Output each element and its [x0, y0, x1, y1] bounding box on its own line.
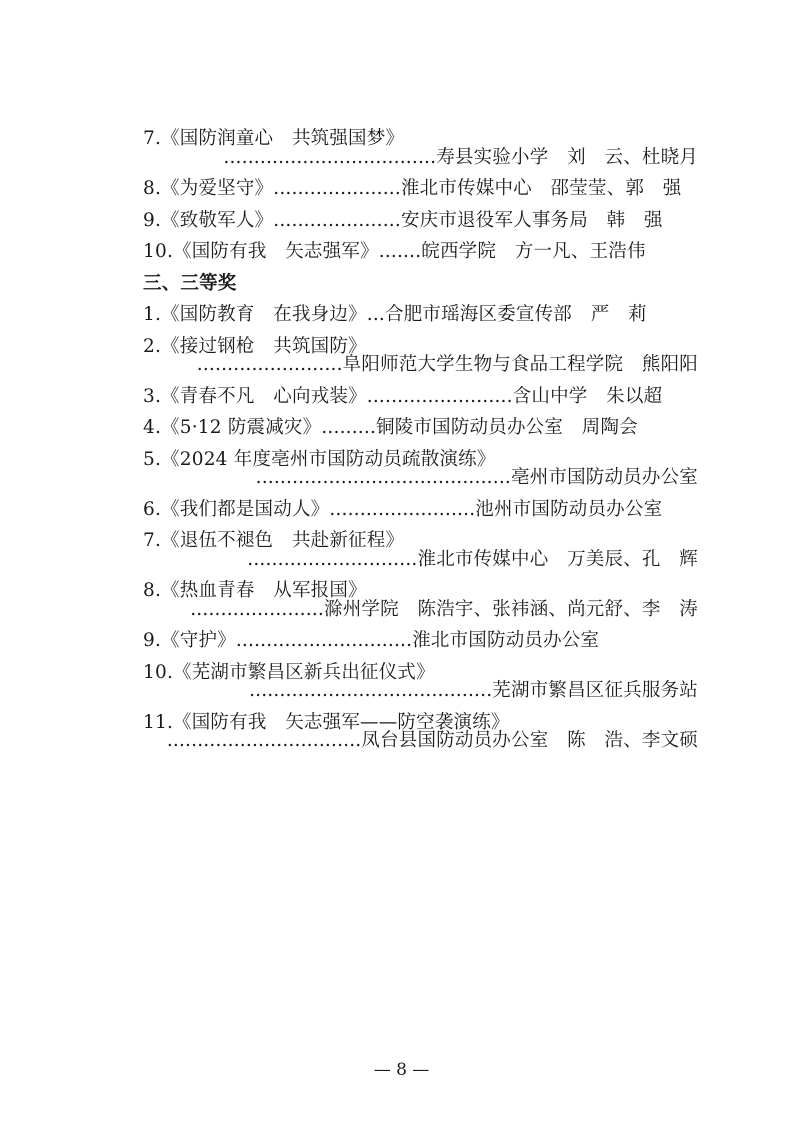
entry-line: 7.《国防润童心 共筑强国梦》	[143, 128, 405, 149]
entry-line: 3.《青春不凡 心向戎装》........................含山中学 朱以超	[143, 385, 663, 407]
list-item	[143, 335, 698, 375]
entry-line: 5.《2024 年度亳州市国防动员疏散演练》	[143, 448, 496, 470]
list-item	[143, 419, 698, 438]
entry-line-continuation: ................................凤台县国防动员办公室 陈 浩、李文硕	[166, 730, 698, 751]
entry-line: 8.《为爱坚守》.....................淮北市传媒中心 邵莹莹、郭 强	[143, 178, 682, 199]
list-item	[143, 306, 698, 325]
entry-line-continuation: ...................................寿县实验小学 刘 云、杜晓月	[223, 146, 698, 168]
entry-line: 7.《退伍不褪色 共赴新征程》	[143, 530, 405, 551]
entry-line-continuation: ........................................芜湖市繁昌区征兵服务站	[249, 680, 698, 701]
section-heading: 三、三等奖	[143, 272, 237, 294]
entry-line: 10.《国防有我 矢志强军》.......皖西学院 方一凡、王浩伟	[143, 241, 646, 262]
entry-line-continuation: ............................淮北市传媒中心 万美辰、孔 辉	[247, 548, 698, 570]
list-item	[143, 661, 698, 701]
entry-line-continuation: ........................阜阳师范大学生物与食品工程学院 熊阳阳	[196, 354, 698, 375]
list-item	[143, 632, 698, 651]
list-item	[143, 180, 698, 199]
entry-line: 1.《国防教育 在我身边》...合肥市瑶海区委宣传部 严 莉	[143, 304, 647, 325]
document-body	[143, 130, 698, 751]
list-item	[143, 385, 698, 407]
entry-line-continuation: ..........................................亳州市国防动员办公室	[255, 467, 698, 488]
list-item	[143, 243, 698, 262]
entry-line: 9.《守护》.............................淮北市国防动员办公室	[143, 630, 600, 651]
entry-line: 8.《热血青春 从军报国》	[143, 580, 367, 601]
entry-line: 9.《致敬军人》.....................安庆市退役军人事务局 韩 强	[143, 209, 663, 231]
entry-line: 6.《我们都是国动人》........................池州市国防动员办公室	[143, 498, 663, 520]
page-number: — 8 —	[373, 1060, 430, 1080]
entry-line: 4.《5·12 防震减灾》.........铜陵市国防动员办公室 周陶会	[143, 417, 638, 438]
list-item	[143, 130, 698, 167]
list-item	[143, 582, 698, 619]
list-item	[143, 209, 698, 231]
entry-line: 10.《芜湖市繁昌区新兵出征仪式》	[143, 661, 435, 683]
entry-line: 11.《国防有我 矢志强军——防空袭演练》	[143, 711, 510, 733]
entry-line: 2.《接过钢枪 共筑国防》	[143, 335, 367, 357]
list-item	[143, 711, 698, 751]
list-item	[143, 448, 698, 488]
list-item	[143, 498, 698, 520]
entry-line-continuation: ......................滁州学院 陈浩宇、张祎涵、尚元舒、李 涛	[190, 598, 698, 620]
list-item	[143, 532, 698, 569]
